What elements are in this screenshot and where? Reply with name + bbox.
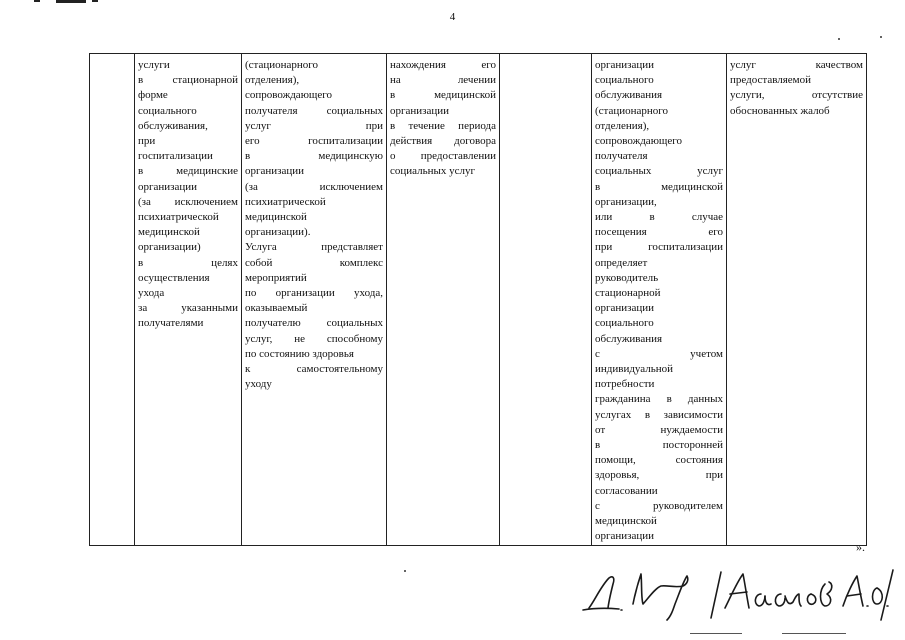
cell-text-line: о предоставлении <box>390 150 496 163</box>
signature-underline <box>690 633 742 634</box>
table-cell-col4 <box>387 54 500 546</box>
cell-text-line: обоснованных жалоб <box>730 104 830 117</box>
cell-text-line: действия договора <box>390 135 496 148</box>
cell-text-line: согласовании <box>595 484 658 497</box>
cell-text-line: социального <box>595 74 654 87</box>
cell-text-line: обслуживания <box>595 332 663 345</box>
cell-text-line: в медицинской <box>595 180 723 193</box>
cell-text-line: организации <box>595 302 655 315</box>
cell-text-line: здоровья, при <box>595 469 723 482</box>
cell-text-line: предоставляемой <box>730 74 812 87</box>
cell-text-line: психиатрической <box>138 211 219 224</box>
cell-text-line: форме <box>138 89 168 102</box>
cell-text-line: в медицинскую <box>245 150 383 163</box>
cell-text-line: в медицинской <box>390 89 496 102</box>
cell-text-line: с руководителем <box>595 499 723 512</box>
cell-text-line: отделения), <box>245 74 300 87</box>
cell-text-line: получателями <box>138 317 204 330</box>
cell-text-line: (стационарного <box>595 104 669 117</box>
cell-text-line: организации, <box>595 195 657 208</box>
cell-text-line: в медицинские <box>138 165 238 178</box>
services-table <box>89 53 867 546</box>
cell-text-line: получателя социальных <box>245 104 383 117</box>
cell-text-line: услугах в зависимости <box>595 408 723 421</box>
cell-text-line: организации) <box>138 241 201 254</box>
cell-text-line: мероприятий <box>245 271 307 284</box>
cell-text-line: в посторонней <box>595 439 723 452</box>
table-row <box>90 54 867 546</box>
cell-text-line: социального <box>138 104 197 117</box>
cell-text-line: отделения), <box>595 119 650 132</box>
table-cell-col6 <box>592 54 727 546</box>
cell-text-line: организации <box>595 530 655 543</box>
cell-text-line: осуществления <box>138 271 210 284</box>
table-cell-col1 <box>90 54 135 546</box>
cell-text-line: с учетом <box>595 347 723 360</box>
cell-text-line: по состоянию здоровья <box>245 347 354 360</box>
scan-speck <box>404 570 406 572</box>
cell-text-line: нахождения его <box>390 59 496 71</box>
cell-text-line: за указанными <box>138 302 238 315</box>
cell-text-line: по организации ухода, <box>245 287 383 300</box>
cell-text-line: от нуждаемости <box>595 423 723 436</box>
cell-text-line: Услуга представляет <box>245 241 383 254</box>
cell-text-line: уходу <box>245 378 272 391</box>
closing-quote-mark: ». <box>856 540 865 554</box>
scan-speck <box>838 38 840 40</box>
cell-text-line: организации <box>138 180 198 193</box>
cell-text-line: при <box>138 135 156 148</box>
table-cell-col3 <box>242 54 387 546</box>
cell-text-line: социальных услуг <box>595 165 723 178</box>
cell-text-line: сопровождающего <box>595 135 683 148</box>
cell-text-line: руководитель <box>595 271 659 284</box>
cell-text-line: психиатрической <box>245 195 326 208</box>
cell-text-line: медицинской <box>138 226 200 239</box>
cell-text-line: обслуживания <box>595 89 663 102</box>
cell-text-line: (за исключением <box>138 195 238 208</box>
scan-speck <box>880 36 882 38</box>
cell-text-line: определяет <box>595 256 648 269</box>
cell-text-line: организации <box>390 104 450 117</box>
page-number: 4 <box>449 11 456 23</box>
cell-text-line: социального <box>595 317 654 330</box>
cell-text-line: сопровождающего <box>245 89 333 102</box>
cell-text-line: в течение периода <box>390 119 496 132</box>
cell-text-line: стационарной <box>595 287 661 300</box>
cell-text-line: получателю социальных <box>245 317 383 330</box>
cell-text-line: услуг качеством <box>730 59 863 71</box>
cell-text-line: индивидуальной <box>595 363 674 376</box>
cell-text-line: к самостоятельному <box>245 363 383 376</box>
cell-text-line: (стационарного <box>245 59 319 71</box>
cell-text-line: обслуживания, <box>138 119 208 132</box>
cell-text-line: в стационарной <box>138 74 238 87</box>
cell-text-line: (за исключением <box>245 180 383 193</box>
cell-text-line: организации <box>595 59 655 71</box>
cell-text-line: услуг, не способному <box>245 332 383 345</box>
table-cell-col7 <box>727 54 867 546</box>
cell-text-line: гражданина в данных <box>595 393 723 406</box>
table-cell-col2 <box>135 54 242 546</box>
cell-text-line: в целях <box>138 256 238 269</box>
cell-text-line: или в случае <box>595 211 723 224</box>
cell-text-line: госпитализации <box>138 150 213 163</box>
cell-text-line: услуг при <box>245 119 383 132</box>
cell-text-line: его госпитализации <box>245 135 383 148</box>
cell-text-line: собой комплекс <box>245 256 383 269</box>
cell-text-line: организации <box>245 165 305 178</box>
cell-text-line: потребности <box>595 378 655 391</box>
cell-text-line: помощи, состояния <box>595 454 723 467</box>
cell-text-line: услуги <box>138 59 170 71</box>
cell-text-line: услуги, отсутствие <box>730 89 863 102</box>
cell-text-line: при госпитализации <box>595 241 723 254</box>
cell-text-line: медицинской <box>245 211 307 224</box>
cell-text-line: получателя <box>595 150 648 163</box>
cell-text-line: на лечении <box>390 74 496 87</box>
handwritten-signature <box>575 558 895 638</box>
cell-text-line: оказываемый <box>245 302 308 315</box>
corner-scan-mark <box>34 0 104 4</box>
signature-underline <box>782 633 846 634</box>
table-cell-col5 <box>500 54 592 546</box>
cell-text-line: медицинской <box>595 515 657 528</box>
cell-text-line: социальных услуг <box>390 165 476 178</box>
cell-text-line: организации). <box>245 226 311 239</box>
cell-text-line: посещения его <box>595 226 723 239</box>
cell-text-line: ухода <box>138 287 165 300</box>
